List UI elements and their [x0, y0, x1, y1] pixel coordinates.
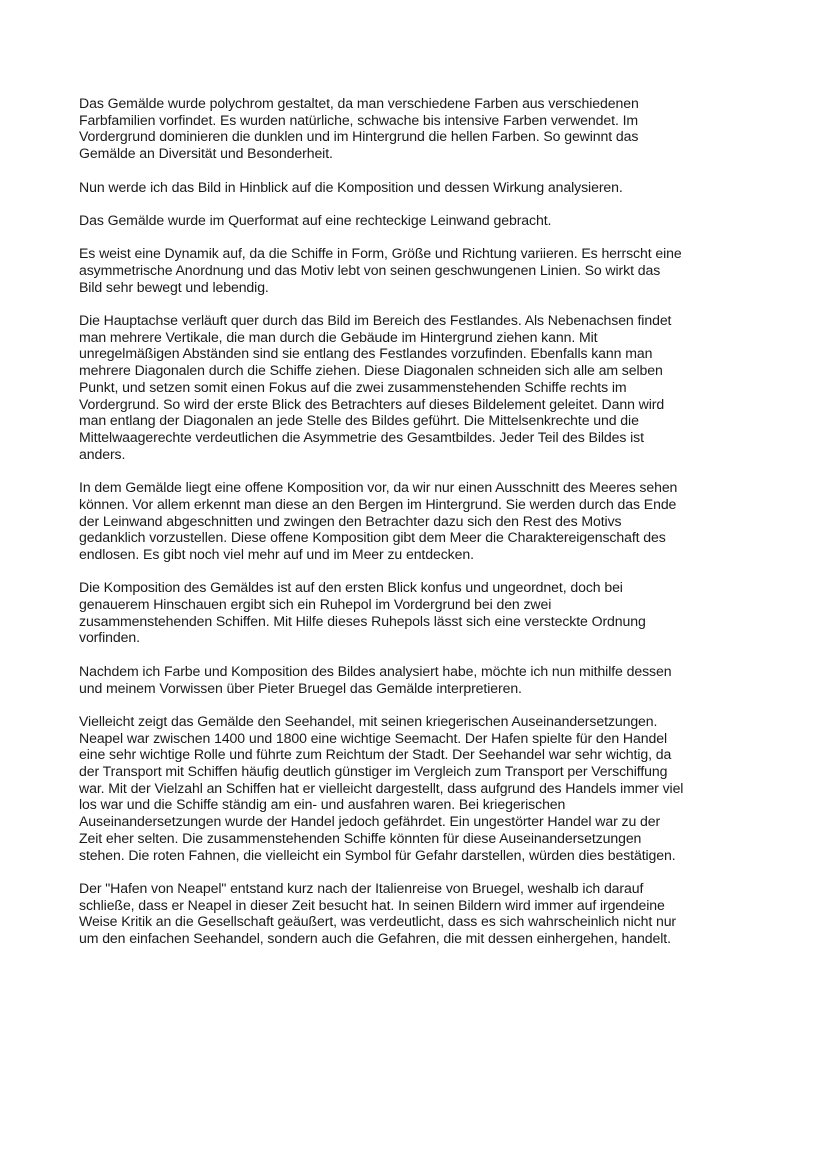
text-line: anders. [79, 445, 126, 462]
paragraph-interpretation-intro [79, 663, 759, 696]
text-line: stehen. Die roten Fahnen, die vielleicht ein Symbol für Gefahr darstellen, würden dies bestätigen. [79, 846, 676, 863]
text-line: um den einfachen Seehandel, sondern auch die Gefahren, die mit dessen einhergehen, handelt. [79, 930, 671, 947]
paragraph-order [79, 579, 759, 646]
text-line: Vielleicht zeigt das Gemälde den Seehandel, mit seinen kriegerischen Auseinandersetzungen. [79, 712, 658, 729]
paragraph-conclusion [79, 880, 759, 947]
text-line: In dem Gemälde liegt eine offene Komposition vor, da wir nur einen Ausschnitt des Meeres sehen [79, 479, 678, 496]
text-line: genauerem Hinschauen ergibt sich ein Ruhepol im Vordergrund bei den zwei [79, 596, 552, 612]
text-line: schließe, dass er Neapel in dieser Zeit besucht hat. In seinen Bildern wird immer auf irgendeine [79, 896, 665, 913]
text-line: Auseinandersetzungen wurde der Handel jedoch gefährdet. Ein ungestörter Handel war zu der [79, 813, 661, 830]
text-line: Vordergrund. So wird der erste Blick des Betrachters auf dieses Bildelement geleitet. Dann wird [79, 395, 665, 412]
text-line: man entlang der Diagonalen an jede Stelle des Bildes geführt. Die Mittelsenkrechte und die [79, 412, 639, 429]
text-line: Das Gemälde wurde polychrom gestaltet, da man verschiedene Farben aus verschiedenen [79, 95, 639, 111]
text-line: Zeit eher selten. Die zusammenstehenden Schiffe könnten für diese Auseinandersetzungen [79, 829, 642, 846]
text-line: Es weist eine Dynamik auf, da die Schiffe in Form, Größe und Richtung variieren. Es herrscht eine [79, 245, 682, 262]
text-line: eine sehr wichtige Rolle und führte zum Reichtum der Stadt. Der Seehandel war sehr wichtig, da [79, 746, 672, 763]
text-line: asymmetrische Anordnung und das Motiv lebt von seinen geschwungenen Linien. So wirkt das [79, 261, 661, 278]
text-line: Nun werde ich das Bild in Hinblick auf die Komposition und dessen Wirkung analysieren. [79, 178, 623, 195]
text-line: Weise Kritik an die Gesellschaft geäußert, was verdeutlicht, dass es sich wahrscheinlich nicht nur [79, 913, 677, 930]
text-line: und meinem Vorwissen über Pieter Bruegel das Gemälde interpretieren. [79, 679, 522, 696]
paragraph-composition-intro [79, 179, 759, 196]
text-line: Gemälde an Diversität und Besonderheit. [79, 145, 333, 162]
text-line: Die Komposition des Gemäldes ist auf den ersten Blick konfus und ungeordnet, doch bei [79, 579, 623, 596]
text-line: war. Mit der Vielzahl an Schiffen hat er vielleicht dargestellt, dass aufgrund des Handels immer viel [79, 779, 684, 796]
text-line: unregelmäßigen Abständen sind sie entlang des Festlandes vorzufinden. Ebenfalls kann man [79, 345, 653, 362]
paragraph-sea-trade [79, 713, 759, 863]
text-line: Die Hauptachse verläuft quer durch das Bild im Bereich des Festlandes. Als Nebenachsen findet [79, 312, 672, 329]
paragraph-color-analysis [79, 95, 759, 162]
paragraph-axes [79, 312, 759, 462]
text-line: endlosen. Es gibt noch viel mehr auf und im Meer zu entdecken. [79, 545, 474, 562]
text-line: Punkt, und setzen somit einen Fokus auf die zwei zusammenstehenden Schiffe rechts im [79, 378, 627, 395]
text-line: der Leinwand abgeschnitten und zwingen den Betrachter dazu sich den Rest des Motivs [79, 512, 622, 529]
text-line: Vordergrund dominieren die dunklen und im Hintergrund die hellen Farben. So gewinnt das [79, 128, 639, 145]
text-line: Bild sehr bewegt und lebendig. [79, 278, 269, 295]
text-line: können. Vor allem erkennt man diese an den Bergen im Hintergrund. Sie werden durch das Ende [79, 495, 677, 512]
text-line: Der "Hafen von Neapel" entstand kurz nach der Italienreise von Bruegel, weshalb ich darauf [79, 879, 644, 896]
text-line: Farbfamilien vorfindet. Es wurden natürliche, schwache bis intensive Farben verwendet. Im [79, 111, 639, 128]
text-line: Mittelwaagerechte verdeutlichen die Asymmetrie des Gesamtbildes. Jeder Teil des Bildes ist [79, 429, 644, 445]
text-line: Neapel war zwischen 1400 und 1800 eine wichtige Seemacht. Der Hafen spielte für den Handel [79, 729, 667, 746]
paragraph-format [79, 212, 759, 229]
document-page [79, 95, 759, 963]
text-line: Das Gemälde wurde im Querformat auf eine rechteckige Leinwand gebracht. [79, 211, 552, 228]
text-line: Nachdem ich Farbe und Komposition des Bildes analysiert habe, möchte ich nun mithilfe dessen [79, 662, 672, 679]
text-line: mehrere Diagonalen durch die Schiffe ziehen. Diese Diagonalen schneiden sich alle am selben [79, 362, 663, 379]
paragraph-open-composition [79, 479, 759, 563]
text-line: zusammenstehenden Schiffen. Mit Hilfe dieses Ruhepols lässt sich eine versteckte Ordnung [79, 612, 646, 629]
text-line: der Transport mit Schiffen häufig deutlich günstiger im Vergleich zum Transport per Verschiffung [79, 763, 668, 779]
text-line: los war und die Schiffe ständig am ein- und ausfahren waren. Bei kriegerischen [79, 796, 566, 813]
text-line: gedanklich vorzustellen. Diese offene Komposition gibt dem Meer die Charaktereigenschaft des [79, 529, 666, 546]
paragraph-dynamics [79, 245, 759, 295]
text-line: man mehrere Vertikale, die man durch die Gebäude im Hintergrund ziehen kann. Mit [79, 328, 598, 345]
text-line: vorfinden. [79, 629, 140, 646]
